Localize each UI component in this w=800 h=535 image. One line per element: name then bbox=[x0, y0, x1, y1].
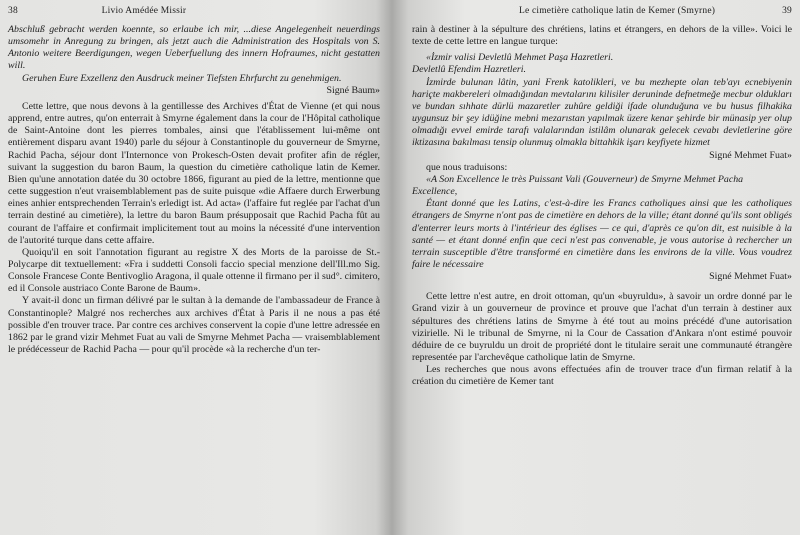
left-page-body bbox=[8, 24, 380, 356]
body-paragraph: rain à destiner à la sépulture des chrétiens, latins et étrangers, en dehors de la ville». Voici le texte de cette lettre en langue turque: bbox=[412, 24, 792, 48]
french-salutation: Excellence, bbox=[412, 186, 458, 198]
signature-baum: Signé Baum» bbox=[326, 84, 380, 96]
body-paragraph: Cette lettre, que nous devons à la gentillesse des Archives d'État de Vienne (et qui nous apprend, entre autres, qu'on enterrait à Smyrne également dans la cour de l'Hôpital catholique de Saint-Antoine dont les pierres tombales, ainsi que l'établissement lui-même ont entièrement disparu avant 1940) parle du séjour à Constantinople du gouverneur de Smyrne, Rachid Pacha, séjour dont l'Internonce von Prokesch-Osten devait profiter afin de régler, suivant la suggestion du baron Baum, la question du cimetière catholique latin de Kemer. Bien qu'une annotation datée du 30 octobre 1866, figurant au pied de la lettre, mentionne que cette suggestion n'eut vraisemblablement pas de suite puisque «die Affaere durch Erwerbung eines anhier entsprechenden Terrain's erledigt ist. Ad acta» (l'affaire fut reglée par l'achat d'un terrain destiné au cimetière), la lettre du baron Baum présupposait que Rachid Pacha fût au courant de l'affaire et confirmait implicitement tout au moins la nécessité d'une intervention de l'autorité turque dans cette affaire. bbox=[8, 100, 380, 246]
french-letter-text: Étant donné que les Latins, c'est-à-dire les Francs catholiques ainsi que les catholiques étrangers de Smyrne n'ont pas de cimetière en dehors de la ville; étant donné qu'ils sont obligés d'enterrer leurs morts à l'intérieur des églises — ce qui, d'après ce qu'on dit, est nuisible à la santé — et étant donné enfin que ceci n'est pas convenable, je vous autorise à rechercher un terrain susceptible d'être transformé en cimetière dans les environs de la ville. Vous voudrez faire le nécessaire bbox=[412, 198, 792, 270]
body-paragraph: Quoiqu'il en soit l'annotation figurant au registre X des Morts de la paroisse de St.-Polycarpe dit textuellement: «Fra i suddetti Consoli faccio special menzione dell'Ill.mo Sig. Console Francese Conte Bentivoglio Aragona, il quale ottenne il firmano per il sud°. cimitero, ed il Console austriaco Conte Barone de Baum». bbox=[8, 246, 380, 295]
body-paragraph: Y avait-il donc un firman délivré par le sultan à la demande de l'ambassadeur de France à Constantinople? Malgré nos recherches aux archives d'État à Paris il ne nous a pas été possible d'en trouver trace. Par contre ces archives conservent la copie d'une lettre adressée en 1862 par le grand vizir Mehmet Fuat au vali de Smyrne Mehmet Pacha — vraisemblablement le prédécesseur de Rachid Pacha — pour qu'il procède «à la recherche d'un ter- bbox=[8, 295, 380, 356]
german-closing-paragraph: Geruhen Eure Exzellenz den Ausdruck meiner Tiefsten Ehrfurcht zu genehmigen. bbox=[22, 72, 342, 84]
left-page-header bbox=[8, 6, 380, 16]
body-paragraph: Cette lettre n'est autre, en droit ottoman, qu'un «buyruldu», à savoir un ordre donné par le Grand vizir à un gouverneur de province et prouve que l'achat d'un terrain à destiner aux sépultures des chrétiens latins de Smyrne à été tout au moins précédé d'une autorisation vizirielle. Ni le tribunal de Smyrne, ni la Cour de Cassation d'Ankara n'ont estimé pouvoir déduire de ce buyruldu un droit de propriété dont le titulaire serait une communauté étrangère representée par l'archevêque catholique latin de Smyrne. bbox=[412, 291, 792, 364]
running-head: Livio Amédée Missir bbox=[101, 6, 187, 16]
turkish-address: «İzmir valisi Devletlû Mehmet Paşa Hazretleri. bbox=[426, 52, 614, 64]
right-page-body bbox=[412, 24, 792, 389]
turkish-letter-text: İzmirde bulunan lâtin, yani Frenk katolikleri, ve bu mezhepte olan teb'ayı ecnebiyenin hariçte makbereleri olmadığından mevtalarını kilisiler deruninde defnetmeğe mecbur oldukları ve bundan sıhhate dürlü mazaretler zuhûre geldiği ifade olunduğuna ve bu husus filhakika uygunsuz bir şey idüğine mebni mezarıstan yapılmak üzere kenar şehirde bir münasip yer olup olmadığı evvel emirde tarafı valalarından istilâm olunarak gelecek cevabı devletlerine göre iktizasına bakılması tensip olunmuş olmakla bittahkik işarı keyfiyete hizmet bbox=[412, 76, 792, 149]
left-page bbox=[0, 0, 392, 535]
right-page-header bbox=[412, 6, 792, 16]
right-page bbox=[392, 0, 800, 535]
german-quote-paragraph: Abschluß gebracht werden koennte, so erlaube ich mir, ...diese Angelegenheit neuerdings umsomehr in Anregung zu bringen, als jetzt auch die Administration des Hospitals von S. Antonio weitere Beerdigungen, wegen Ueberfuellung des innern Hofraumes, nicht gestatten will. bbox=[8, 24, 380, 72]
turkish-salutation: Devletlû Efendim Hazretleri. bbox=[412, 64, 526, 76]
signature-fuat: Signé Mehmet Fuat» bbox=[709, 149, 792, 161]
body-paragraph: Les recherches que nous avons effectuées afin de trouver trace d'un firman relatif à la création du cimetière de Kemer tant bbox=[412, 364, 792, 388]
page-number: 39 bbox=[782, 6, 792, 16]
french-address: «A Son Excellence le très Puissant Vali (Gouverneur) de Smyrne Mehmet Pacha bbox=[426, 173, 744, 185]
page-number: 38 bbox=[8, 6, 18, 16]
body-paragraph: que nous traduisons: bbox=[426, 161, 508, 173]
signature-fuat: Signé Mehmet Fuat» bbox=[709, 271, 792, 283]
running-head: Le cimetière catholique latin de Kemer (Smyrne) bbox=[518, 6, 716, 16]
